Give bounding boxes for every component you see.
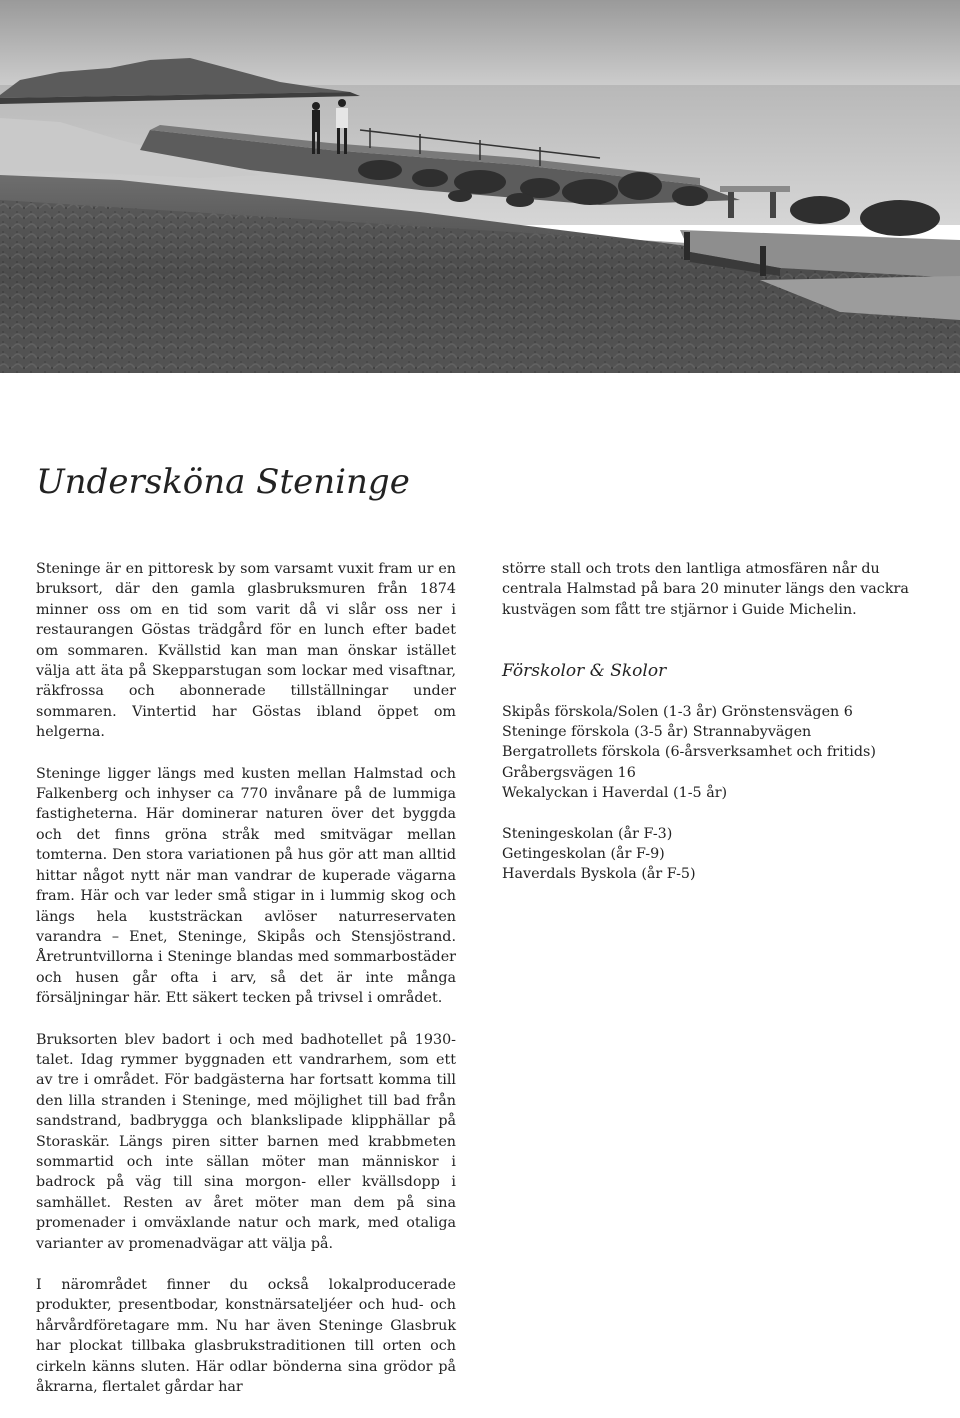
left-column <box>36 559 456 1418</box>
list-item: Gråbergsvägen 16 <box>502 764 636 781</box>
school-list <box>502 824 932 885</box>
coastal-pier-photo <box>0 0 960 373</box>
paragraph-intro: Steninge är en pittoresk by som varsamt vuxit fram ur en bruksort, där den gamla glasbruksmuren från 1874 minner oss om en tid som varit då vi slår oss ner i restaurangen Göstas trädgård för en lunch efter badet om sommaren. Kvällstid kan man man önskar istället välja att äta på Skepparstugan som lockar med visaftnar, räkfrossa och abonnerade tillställningar under sommaren. Vintertid har Göstas ibland öppet om helgerna. <box>36 561 456 741</box>
paragraph-location: Steninge ligger längs med kusten mellan Halmstad och Falkenberg och inhyser ca 770 invånare på de lummiga fastigheterna. Här dominerar naturen över det byggda och det finns gröna stråk med smitvägar mellan tomterna. Den stora variationen på hus gör att man alltid hittar något nytt när man vandrar de kuperade vägarna fram. Här och var leder små stigar in i lummig skog och längs hela kuststräckan avlöser naturreservaten varandra – Enet, Steninge, Skipås och Stensjöstrand. Åretruntvillorna i Steninge blandas med sommarbostäder och husen går ofta i arv, så det är inte många försäljningar här. Ett säkert tecken på trivsel i området. <box>36 765 456 1007</box>
list-item: Getingeskolan (år F-9) <box>502 846 665 863</box>
list-item: Steningeskolan (år F-3) <box>502 825 673 842</box>
paragraph-continued: större stall och trots den lantliga atmosfären når du centrala Halmstad på bara 20 minuter längs den vackra kustvägen som fått tre stjärnor i Guide Michelin. <box>502 561 909 618</box>
list-item: Skipås förskola/Solen (1-3 år) Grönstensvägen 6 <box>502 703 853 720</box>
list-item: Steninge förskola (3-5 år) Strannabyvägen <box>502 724 812 741</box>
list-item: Bergatrollets förskola (6-årsverksamhet och fritids) <box>502 744 876 761</box>
preschool-list <box>502 702 932 804</box>
right-column <box>502 559 932 905</box>
list-item: Haverdals Byskola (år F-5) <box>502 866 696 883</box>
list-item: Wekalyckan i Haverdal (1-5 år) <box>502 785 728 802</box>
schools-heading: Förskolor & Skolor <box>502 661 667 682</box>
paragraph-local-products: I närområdet finner du också lokalproducerade produkter, presentbodar, konstnärsateljéer och hud- och hårvårdföretagare mm. Nu har även Steninge Glasbruk har plockat tillbaka glasbrukstraditionen till orten och cirkeln känns sluten. Här odlar bönderna sina grödor på åkrarna, flertalet gårdar har <box>36 1277 456 1396</box>
paragraph-history: Bruksorten blev badort i och med badhotellet på 1930-talet. Idag rymmer byggnaden ett vandrarhem, som ett av tre i området. För badgästerna har fortsatt komma till den lilla stranden i Steninge, med möjlighet till bad från sandstrand, badbrygga och blankslipade klipphällar på Storaskär. Längs piren sitter barnen med krabbmeten sommartid och inte sällan möter man människor i badrock på väg till sina morgon- eller kvällsdopp i samhället. Resten av året möter man dem på sina promenader i omväxlande natur och mark, med otaliga varianter av promenadvägar att välja på. <box>36 1031 456 1252</box>
coastal-pier-photo-icon <box>0 0 960 373</box>
page-title: Underskӧna Steninge <box>36 462 410 502</box>
